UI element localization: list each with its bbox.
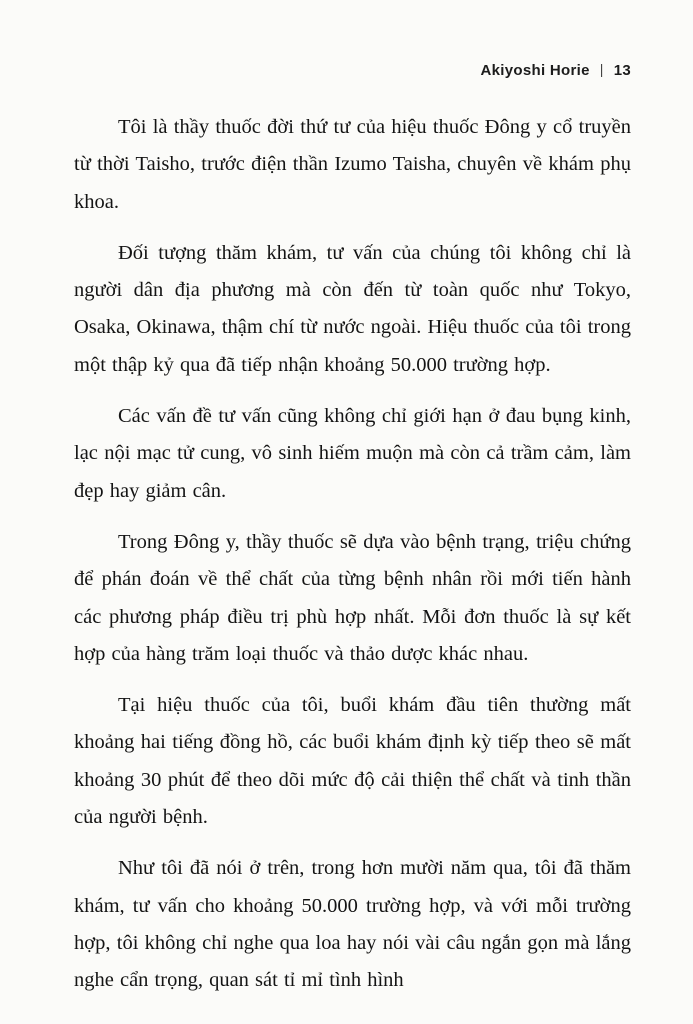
author-name: Akiyoshi Horie — [480, 62, 590, 79]
header-separator: | — [599, 61, 604, 77]
paragraph: Đối tượng thăm khám, tư vấn của chúng tôi không chỉ là người dân địa phương mà còn đến từ toàn quốc như Tokyo, Osaka, Okinawa, thậm chí từ nước ngoài. Hiệu thuốc của tôi trong một thập kỷ qua đã tiếp nhận khoảng 50.000 trường hợp. — [74, 241, 631, 376]
paragraph: Các vấn đề tư vấn cũng không chỉ giới hạn ở đau bụng kinh, lạc nội mạc tử cung, vô sinh hiếm muộn mà còn cả trầm cảm, làm đẹp hay giảm cân. — [74, 405, 631, 502]
page-body-text — [74, 109, 631, 1000]
page-number: 13 — [613, 62, 631, 79]
paragraph: Tại hiệu thuốc của tôi, buổi khám đầu tiên thường mất khoảng hai tiếng đồng hồ, các buổi khám định kỳ tiếp theo sẽ mất khoảng 30 phút để theo dõi mức độ cải thiện thể chất và tinh thần của người bệnh. — [74, 694, 631, 829]
paragraph: Trong Đông y, thầy thuốc sẽ dựa vào bệnh trạng, triệu chứng để phán đoán về thể chất của từng bệnh nhân rồi mới tiến hành các phương pháp điều trị phù hợp nhất. Mỗi đơn thuốc là sự kết hợp của hàng trăm loại thuốc và thảo dược khác nhau. — [74, 530, 631, 665]
paragraph: Như tôi đã nói ở trên, trong hơn mười năm qua, tôi đã thăm khám, tư vấn cho khoảng 50.000 trường hợp, và với mỗi trường hợp, tôi không chỉ nghe qua loa hay nói vài câu ngắn gọn mà lắng nghe cẩn trọng, quan sát tỉ mỉ tình hình — [74, 857, 631, 992]
paragraph: Tôi là thầy thuốc đời thứ tư của hiệu thuốc Đông y cổ truyền từ thời Taisho, trước điện thần Izumo Taisha, chuyên về khám phụ khoa. — [74, 116, 631, 213]
running-header — [74, 62, 631, 79]
